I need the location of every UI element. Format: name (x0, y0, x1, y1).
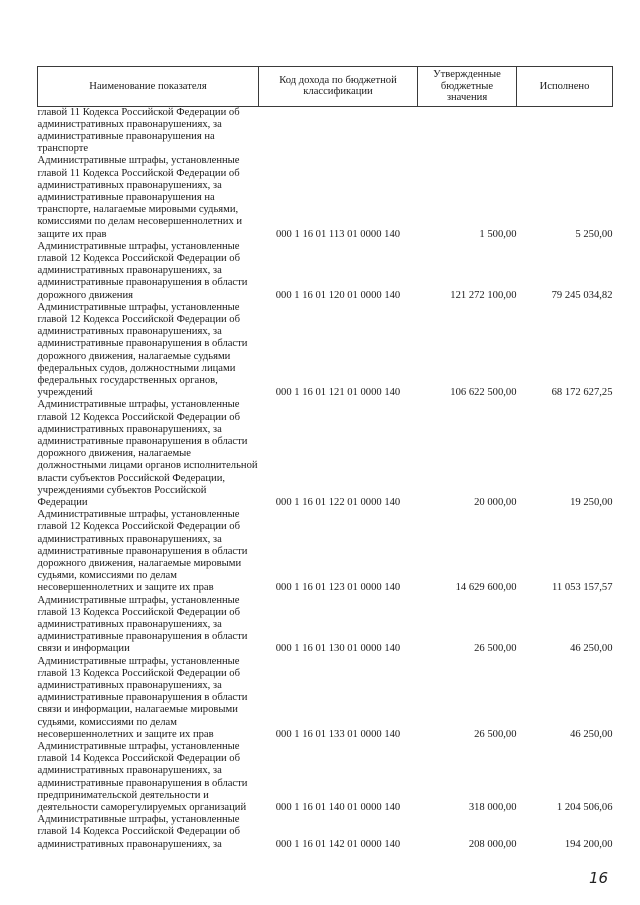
table-row (38, 106, 613, 155)
row-name: Административные штрафы, установленные главой 12 Кодекса Российской Федерации об административных правонарушениях, за административные правонарушения в области дорожного движения (37, 240, 248, 301)
row-name: Административные штрафы, установленные главой 12 Кодекса Российской Федерации об административных правонарушениях, за административные правонарушения в области дорожного движения, налагаемые судьями федеральных судов, должностными лицами федеральных государственных органов, учреждений (37, 301, 248, 399)
header-executed: Исполнено (517, 67, 613, 107)
row-approved: 318 000,00 (468, 802, 517, 814)
row-approved: 26 500,00 (474, 643, 517, 655)
row-executed: 68 172 627,25 (551, 387, 613, 399)
row-name: главой 11 Кодекса Российской Федерации об административных правонарушениях, за административные правонарушения на транспорте (37, 106, 240, 155)
row-executed: 46 250,00 (570, 643, 613, 655)
budget-report-table (37, 66, 613, 851)
row-executed: 46 250,00 (570, 728, 613, 740)
row-code: 000 1 16 01 140 01 0000 140 (275, 802, 401, 814)
row-name: Административные штрафы, установленные главой 13 Кодекса Российской Федерации об административных правонарушениях, за административные правонарушения в области связи и информации, налагаемые мировыми судьями, комиссиями по делам несовершеннолетних и защите их прав (37, 655, 248, 740)
page-number: 16 (589, 869, 609, 887)
row-code: 000 1 16 01 122 01 0000 140 (275, 497, 401, 508)
table-row (38, 656, 613, 741)
table-header-row (38, 67, 613, 107)
row-code (259, 106, 418, 155)
row-name: Административные штрафы, установленные главой 12 Кодекса Российской Федерации об административных правонарушениях, за административные правонарушения в области дорожного движения, налагаемые мировыми судьями, комиссиями по делам несовершеннолетних и защите их прав (37, 509, 248, 594)
table-row (38, 741, 613, 814)
row-code: 000 1 16 01 121 01 0000 140 (275, 387, 401, 399)
table-row (38, 302, 613, 400)
row-approved: 20 000,00 (474, 497, 517, 508)
row-executed: 5 250,00 (575, 228, 613, 240)
row-approved: 106 622 500,00 (450, 387, 517, 399)
row-code: 000 1 16 01 123 01 0000 140 (275, 582, 401, 594)
row-approved (418, 106, 517, 155)
table-row (38, 595, 613, 656)
row-name: Административные штрафы, установленные главой 13 Кодекса Российской Федерации об административных правонарушениях, за административные правонарушения в области связи и информации (37, 594, 248, 655)
row-name: Административные штрафы, установленные главой 14 Кодекса Российской Федерации об административных правонарушениях, за (37, 814, 240, 850)
row-code: 000 1 16 01 113 01 0000 140 (275, 228, 401, 240)
header-code: Код дохода по бюджетной классификации (259, 67, 418, 107)
row-approved: 14 629 600,00 (455, 582, 517, 594)
row-name: Административные штрафы, установленные главой 14 Кодекса Российской Федерации об административных правонарушениях, за административные правонарушения в области предпринимательской деятельности и деятельности саморегулируемых организаций (37, 741, 248, 814)
row-executed: 11 053 157,57 (551, 582, 613, 594)
row-executed: 1 204 506,06 (556, 802, 613, 814)
row-code: 000 1 16 01 130 01 0000 140 (275, 643, 401, 655)
row-executed (517, 106, 613, 155)
row-executed: 79 245 034,82 (551, 289, 613, 301)
table-row (38, 814, 613, 851)
row-approved: 26 500,00 (474, 728, 517, 740)
row-name: Административные штрафы, установленные главой 11 Кодекса Российской Федерации об административных правонарушениях, за административные правонарушения на транспорте, налагаемые мировыми судьями, комиссиями по делам несовершеннолетних и защите их прав (37, 155, 243, 240)
row-approved: 1 500,00 (479, 228, 517, 240)
table-row (38, 509, 613, 594)
row-approved: 121 272 100,00 (450, 289, 517, 301)
row-executed: 194 200,00 (564, 838, 613, 850)
header-name: Наименование показателя (38, 67, 259, 107)
row-code: 000 1 16 01 133 01 0000 140 (275, 728, 401, 740)
row-name: Административные штрафы, установленные главой 12 Кодекса Российской Федерации об административных правонарушениях, за административные правонарушения в области дорожного движения, налагаемые должностными лицами органов исполнительной власти субъектов Российской Федерации, учреждениями субъектов Российской Федерации (37, 399, 258, 508)
row-approved: 208 000,00 (468, 838, 517, 850)
row-code: 000 1 16 01 120 01 0000 140 (275, 289, 401, 301)
table-row (38, 241, 613, 302)
table-row (38, 399, 613, 509)
row-executed: 19 250,00 (570, 497, 613, 508)
header-approved: Утвержденные бюджетные значения (418, 67, 517, 107)
row-code: 000 1 16 01 142 01 0000 140 (275, 838, 401, 850)
table-row (38, 155, 613, 240)
